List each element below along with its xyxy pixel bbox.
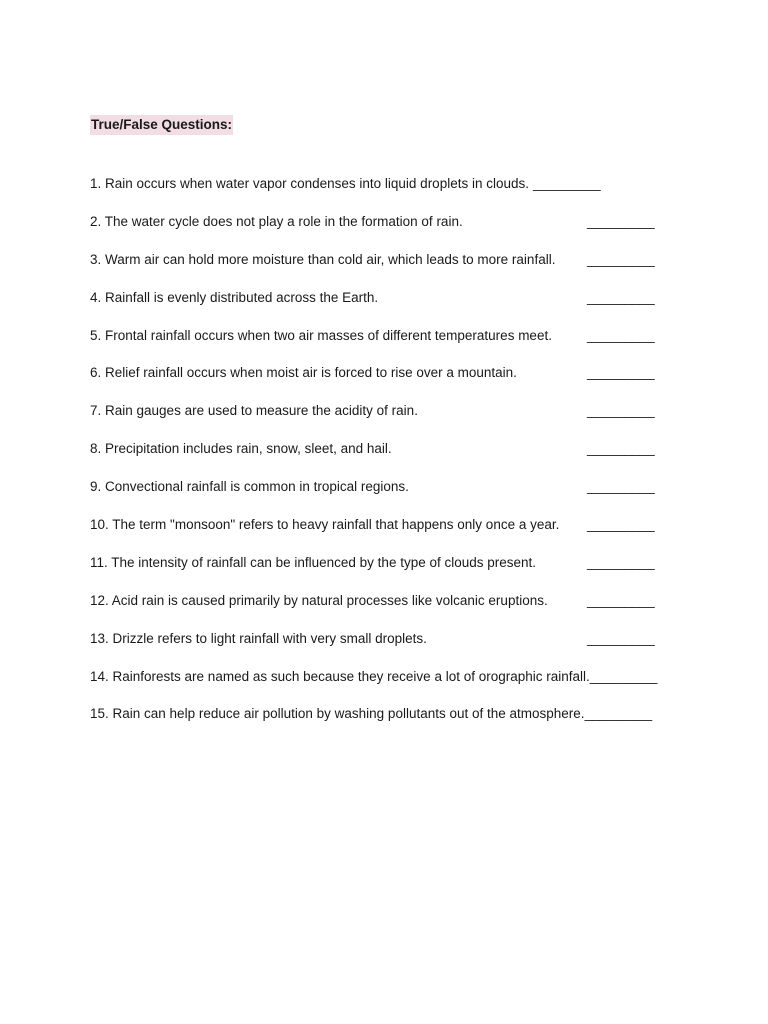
question-item [90,554,670,592]
answer-blank[interactable]: _________ [587,327,655,343]
question-item [90,364,670,402]
answer-blank[interactable]: _________ [587,365,655,381]
answer-blank[interactable]: _________ [587,441,655,457]
answer-blank[interactable]: _________ [587,213,655,229]
question-text: 3. Warm air can hold more moisture than cold air, which leads to more rainfall. [90,251,556,267]
question-text: 12. Acid rain is caused primarily by natural processes like volcanic eruptions. [90,592,548,608]
question-text: 1. Rain occurs when water vapor condenses into liquid droplets in clouds. [90,176,529,191]
answer-blank[interactable]: _________ [587,592,655,608]
answer-blank[interactable]: _________ [533,176,601,191]
answer-blank[interactable]: _________ [587,630,655,646]
question-text: 7. Rain gauges are used to measure the acidity of rain. [90,403,418,419]
question-text: 10. The term "monsoon" refers to heavy rainfall that happens only once a year. [90,517,560,533]
question-item [90,402,670,440]
question-text: 2. The water cycle does not play a role in the formation of rain. [90,213,463,229]
question-item [90,705,670,743]
answer-blank[interactable]: _________ [587,251,655,267]
answer-blank[interactable]: _________ [587,517,655,533]
question-item [90,478,670,516]
question-item [90,213,670,251]
question-item [90,516,670,554]
question-item [90,175,670,213]
question-text: 8. Precipitation includes rain, snow, sleet, and hail. [90,441,392,457]
answer-blank[interactable]: _________ [589,668,658,684]
question-text: 11. The intensity of rainfall can be influenced by the type of clouds present. [90,554,537,570]
answer-blank[interactable]: _________ [584,706,653,722]
question-item [90,289,670,327]
question-text: 9. Convectional rainfall is common in tropical regions. [90,479,409,495]
question-item [90,327,670,365]
question-item [90,630,670,668]
worksheet-heading: True/False Questions: [90,115,233,135]
question-item [90,668,670,706]
question-text: 13. Drizzle refers to light rainfall with very small droplets. [90,630,427,646]
question-text: 15. Rain can help reduce air pollution by washing pollutants out of the atmosphere. [90,706,585,722]
question-text: 6. Relief rainfall occurs when moist air is forced to rise over a mountain. [90,365,517,381]
question-list [90,175,670,743]
answer-blank[interactable]: _________ [587,289,655,305]
question-item [90,251,670,289]
answer-blank[interactable]: _________ [587,403,655,419]
answer-blank[interactable]: _________ [587,479,655,495]
question-text: 5. Frontal rainfall occurs when two air masses of different temperatures meet. [90,327,552,343]
answer-blank[interactable]: _________ [587,554,655,570]
question-text: 14. Rainforests are named as such because they receive a lot of orographic rainfall. [90,668,590,684]
question-item [90,440,670,478]
question-text: 4. Rainfall is evenly distributed across the Earth. [90,289,379,305]
question-item [90,592,670,630]
